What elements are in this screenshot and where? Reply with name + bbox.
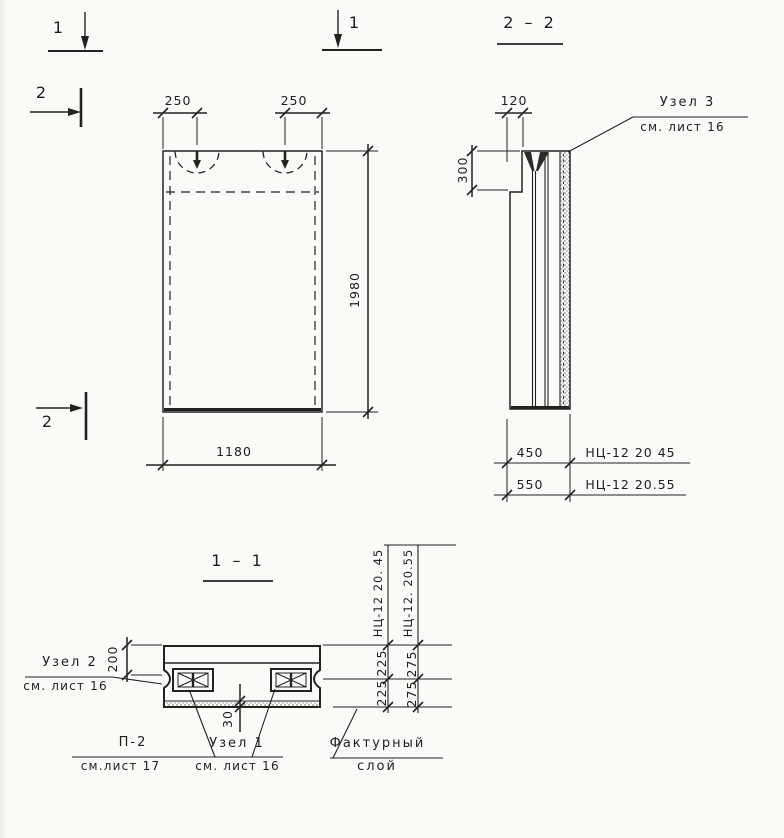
dim-outer-top: 275: [404, 650, 419, 678]
variant-row-2-mark: НЦ-12 20.55: [585, 477, 676, 492]
node1-ref: см. лист 16: [195, 759, 280, 773]
section-1-1-view: [25, 545, 456, 758]
node1-title: Узел 1: [209, 736, 265, 751]
node3-ref: см. лист 16: [640, 120, 725, 134]
section-mark-2-lower-label: 2: [41, 412, 53, 431]
front-view: [146, 108, 378, 471]
dim-hook-left: 250: [164, 93, 192, 108]
mark-inner-chain: НЦ-12 20. 45: [371, 548, 385, 638]
variant-row-2-dim: 550: [516, 477, 544, 492]
section-mark-1-right-label: 1: [348, 13, 360, 32]
variant-row-1-mark: НЦ-12 20 45: [585, 445, 676, 460]
section-marks: [30, 10, 382, 440]
p2-ref: см.лист 17: [80, 759, 161, 773]
mark-outer-chain: НЦ-12. 20.55: [401, 548, 415, 638]
variant-row-1-dim: 450: [516, 445, 544, 460]
facing-layer-label-line2: слой: [357, 759, 397, 774]
dim-step: 300: [455, 156, 470, 184]
dim-edge-offset: 120: [500, 93, 528, 108]
dim-inner-top: 225: [374, 649, 389, 677]
dim-hook-right: 250: [280, 93, 308, 108]
node2-title: Узел 2: [42, 655, 98, 670]
dim-panel-height: 1980: [347, 272, 362, 308]
dim-slab: 200: [105, 645, 120, 673]
node2-ref: см. лист 16: [23, 679, 108, 693]
p2-title: П-2: [118, 735, 148, 750]
dim-inner-bottom: 225: [374, 679, 389, 707]
section-mark-2-upper-label: 2: [35, 83, 47, 102]
dim-facing-layer: 30: [220, 710, 235, 728]
section-2-2-view: [467, 44, 748, 502]
section-1-1-title: 1 – 1: [211, 551, 265, 570]
section-2-2-title: 2 – 2: [503, 13, 557, 32]
facing-layer-label-line1: Фактурный: [329, 736, 426, 751]
dim-outer-bottom: 275: [404, 680, 419, 708]
node3-title: Узел 3: [659, 95, 716, 110]
dim-panel-width: 1180: [216, 444, 252, 459]
section-mark-1-left-label: 1: [52, 18, 64, 37]
